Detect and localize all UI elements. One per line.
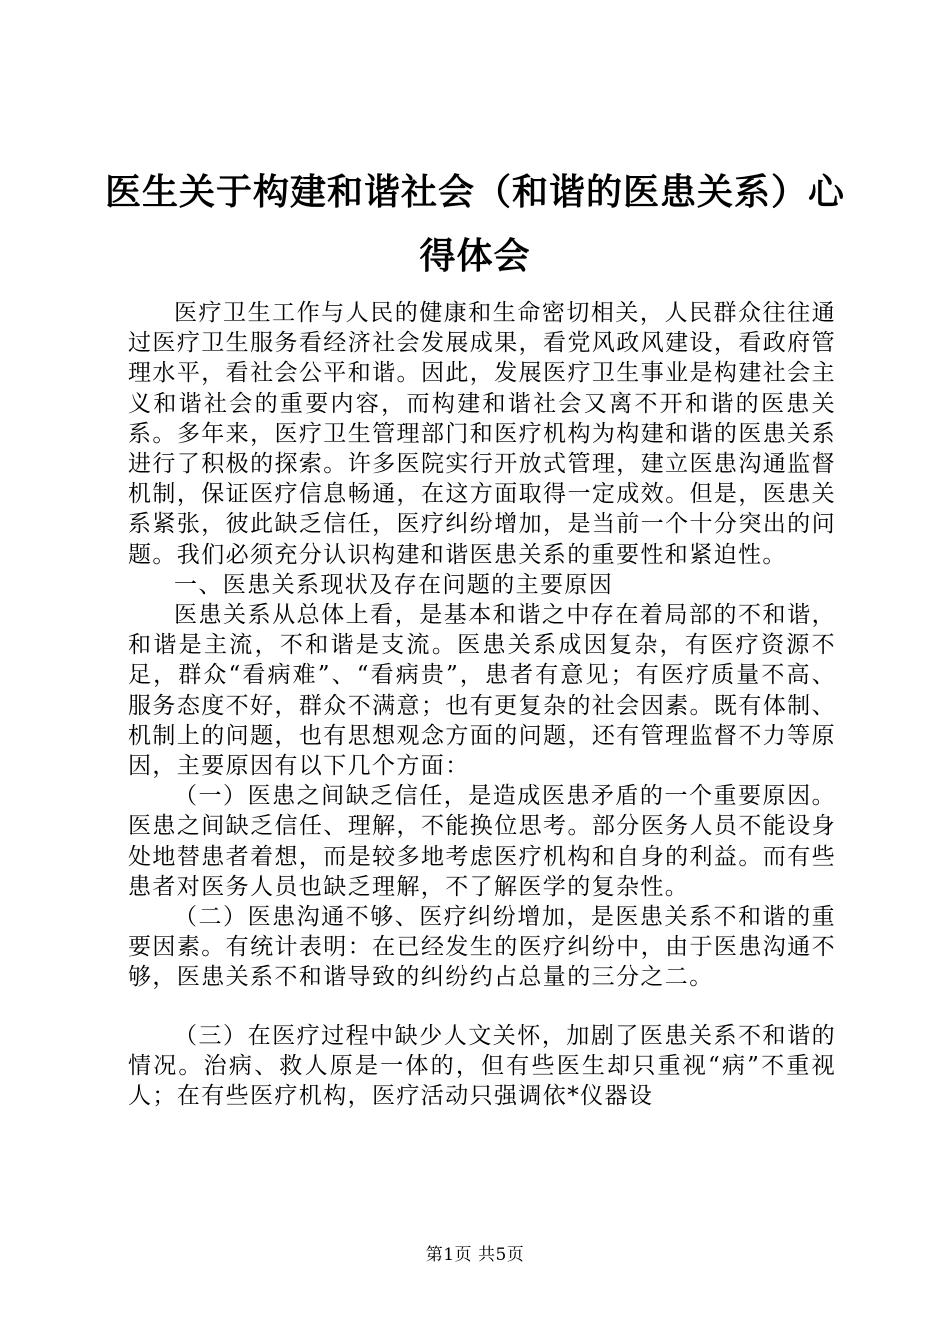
- paragraph-reason-3: （三）在医疗过程中缺少人文关怀，加剧了医患关系不和谐的情况。治病、救人原是一体的，但有些医生却只重视“病”不重视人；在有些医疗机构，医疗活动只强调依*仪器设: [128, 1022, 836, 1110]
- paragraph-intro: 医疗卫生工作与人民的健康和生命密切相关，人民群众往往通过医疗卫生服务看经济社会发展成果，看党风政风建设，看政府管理水平，看社会公平和谐。因此，发展医疗卫生事业是构建社会主义和谐社会的重要内容，而构建和谐社会又离不开和谐的医患关系。多年来，医疗卫生管理部门和医疗机构为构建和谐的医患关系进行了积极的探索。许多医院实行开放式管理，建立医患沟通监督机制，保证医疗信息畅通，在这方面取得一定成效。但是，医患关系紧张，彼此缺乏信任，医疗纠纷增加，是当前一个十分突出的问题。我们必须充分认识构建和谐医患关系的重要性和紧迫性。: [128, 300, 836, 568]
- paragraph-reason-2: （二）医患沟通不够、医疗纠纷增加，是医患关系不和谐的重要因素。有统计表明：在已经发生的医疗纠纷中，由于医患沟通不够，医患关系不和谐导致的纠纷约占总量的三分之二。: [128, 904, 836, 991]
- document-title: 医生关于构建和谐社会（和谐的医患关系）心得体会: [104, 171, 845, 277]
- page-number: 第1页 共5页: [425, 1245, 525, 1265]
- paragraph-reason-1: （一）医患之间缺乏信任，是造成医患矛盾的一个重要原因。医患之间缺乏信任、理解，不能换位思考。部分医务人员不能设身处地替患者着想，而是较多地考虑医疗机构和自身的利益。而有些患者对医务人员也缺乏理解，不了解医学的复杂性。: [128, 783, 836, 900]
- section-heading-1: 一、医患关系现状及存在问题的主要原因: [174, 571, 614, 598]
- document-body: [128, 298, 836, 1111]
- paragraph-overview: 医患关系从总体上看，是基本和谐之中存在着局部的不和谐，和谐是主流，不和谐是支流。医患关系成因复杂，有医疗资源不足，群众“看病难”、“看病贵”，患者有意见；有医疗质量不高、服务态度不好，群众不满意；也有更复杂的社会因素。既有体制、机制上的问题，也有思想观念方面的问题，还有管理监督不力等原因，主要原因有以下几个方面：: [128, 602, 836, 780]
